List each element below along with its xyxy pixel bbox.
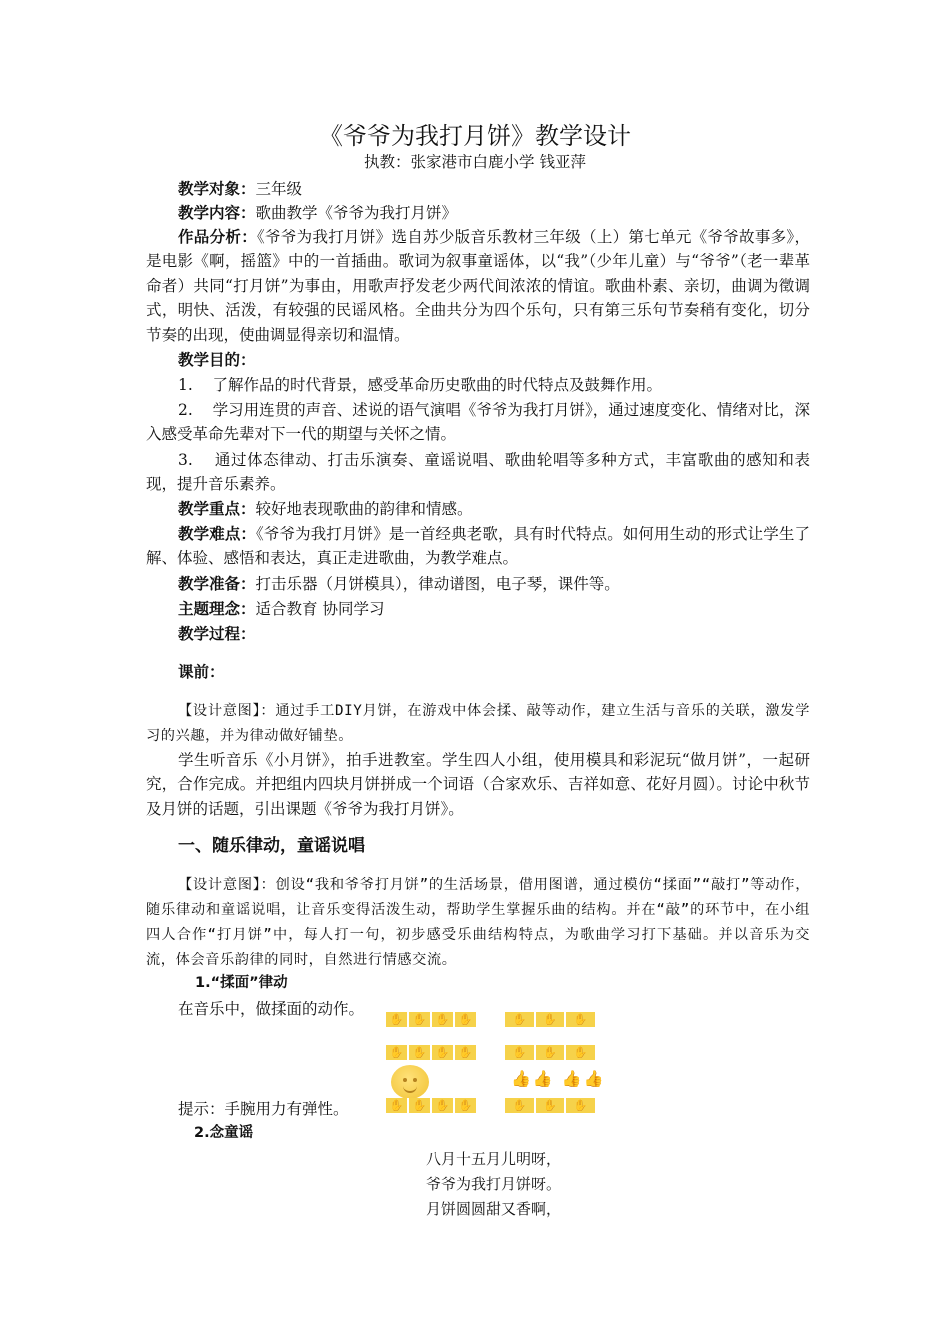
hand-icon: ✋: [505, 1045, 536, 1060]
design-intent-2: [146, 873, 810, 973]
field-label: 教学难点：: [178, 524, 257, 543]
field-label: 教学过程：: [178, 624, 256, 643]
field-value: 《爷爷为我打月饼》选自苏少版音乐教材三年级（上）第七单元《爷爷故事多》，是电影《啊，摇篮》中的一首插曲。歌词为叙事童谣体，以“我”（少年儿童）与“爷爷”（老一辈革命者）共同“打月饼”为事由，用歌声抒发老少两代间浓浓的情谊。歌曲朴素、亲切，曲调为徵调式，明快、活泼，有较强的民谣风格。全曲共分为四个乐句，只有第三乐句节奏稍有变化，切分节奏的出现，使曲调显得亲切和温情。: [146, 228, 810, 344]
field-label: 教学重点：: [178, 499, 256, 518]
section-1-title: 一、随乐律动，童谣说唱: [178, 836, 365, 856]
field-value: 歌曲教学《爷爷为我打月饼》: [255, 204, 458, 222]
field-value: 适合教育 协同学习: [255, 600, 385, 618]
hand-icon: ✋: [386, 1012, 409, 1027]
teaching-object: [146, 177, 810, 201]
field-label: 课前：: [178, 662, 225, 681]
field-label: 作品分析：: [178, 227, 257, 246]
pre-class-heading: [146, 660, 810, 684]
goal-text: 了解作品的时代背景，感受革命历史歌曲的时代特点及鼓舞作用。: [212, 376, 663, 394]
goal-number: 1.: [178, 376, 193, 394]
rhythm-hand-row: [386, 1045, 476, 1060]
teaching-difficulty: [146, 522, 810, 571]
theme-concept: [146, 597, 810, 621]
intent-text: 通过手工DIY月饼，在游戏中体会揉、敲等动作，建立生活与音乐的关联，激发学习的兴趣，并为律动做好铺垫。: [146, 703, 811, 744]
goal-number: 3.: [178, 451, 193, 469]
hand-icon: ✋: [432, 1012, 455, 1027]
poem-line: 爷爷为我打月饼呀。: [426, 1175, 562, 1193]
goal-number: 2.: [178, 401, 193, 419]
smiling-sun-icon: [391, 1065, 429, 1099]
field-label: 教学对象：: [178, 179, 256, 198]
poem-line: 八月十五月儿明呀，: [426, 1150, 562, 1168]
author-line: 执教：张家港市白鹿小学 钱亚萍: [364, 153, 586, 171]
teaching-preparation: [146, 572, 810, 596]
field-value: 打击乐器（月饼模具），律动谱图，电子琴，课件等。: [255, 575, 620, 593]
work-analysis: [146, 225, 810, 347]
thumbs-up-icon: 👍👍 👍👍: [511, 1069, 606, 1088]
subsection-1-text: 在音乐中，做揉面的动作。: [178, 1000, 365, 1018]
hand-icon: ✋: [458, 1099, 473, 1112]
field-value: 较好地表现歌曲的韵律和情感。: [255, 500, 473, 518]
hand-icon: ✋: [432, 1098, 455, 1113]
hand-icon: ✋: [386, 1045, 409, 1060]
rhythm-hand-row: [386, 1012, 476, 1027]
subsection-2-title: 2.念童谣: [194, 1125, 254, 1141]
rhythm-hand-row: [505, 1098, 595, 1113]
subsection-1-title: 1.“揉面”律动: [195, 975, 288, 991]
field-value: 《爷爷为我打月饼》是一首经典老歌，具有时代特点。如何用生动的形式让学生了解、体验、感悟和表达，真正走进歌曲，为教学难点。: [146, 525, 810, 568]
teaching-process-heading: [146, 622, 810, 646]
teaching-focus: [146, 497, 810, 521]
field-label: 教学准备：: [178, 574, 256, 593]
rhythm-hand-row: [505, 1012, 595, 1027]
hand-icon: ✋: [505, 1098, 536, 1113]
hand-icon: ✋: [536, 1012, 567, 1027]
field-label: 主题理念：: [178, 599, 256, 618]
hand-icon: ✋: [536, 1045, 567, 1060]
hand-icon: ✋: [386, 1098, 409, 1113]
pre-class-description: [146, 748, 810, 821]
intent-label: 【设计意图】：: [178, 703, 276, 719]
poem-line: 月饼圆圆甜又香啊，: [426, 1200, 562, 1218]
field-label: 教学内容：: [178, 203, 256, 222]
paragraph-text: 学生听音乐《小月饼》，拍手进教室。学生四人小组，使用模具和彩泥玩“做月饼”，一起研究，合作完成。并把组内四块月饼拼成一个词语（合家欢乐、吉祥如意、花好月圆）。讨论中秋节及月饼的话题，引出课题《爷爷为我打月饼》。: [146, 751, 810, 818]
hand-icon: ✋: [409, 1098, 432, 1113]
rhythm-hand-row: [505, 1045, 595, 1060]
goal-text: 学习用连贯的声音、述说的语气演唱《爷爷为我打月饼》，通过速度变化、情绪对比，深入感受革命先辈对下一代的期望与关怀之情。: [146, 401, 810, 444]
teaching-content: [146, 201, 810, 225]
hand-icon: ✋: [458, 1013, 473, 1026]
hand-icon: ✋: [505, 1012, 536, 1027]
hand-icon: ✋: [409, 1045, 432, 1060]
field-label: 教学目的：: [178, 350, 256, 369]
hand-icon: ✋: [458, 1046, 473, 1059]
document-title: 《爷爷为我打月饼》教学设计: [319, 122, 631, 150]
goal-item: [146, 373, 810, 397]
goals-heading: [146, 348, 810, 372]
goal-item: [146, 398, 810, 447]
hand-icon: ✋: [409, 1012, 432, 1027]
field-value: 三年级: [255, 180, 303, 198]
goal-text: 通过体态律动、打击乐演奏、童谣说唱、歌曲轮唱等多种方式，丰富歌曲的感知和表现，提升音乐素养。: [146, 451, 810, 494]
hand-icon: ✋: [536, 1098, 567, 1113]
rhythm-hand-row: [386, 1098, 476, 1113]
hand-icon: ✋: [432, 1045, 455, 1060]
intent-text: 创设“我和爷爷打月饼”的生活场景，借用图谱，通过模仿“揉面”“敲打”等动作，随乐律动和童谣说唱，让音乐变得活泼生动，帮助学生掌握乐曲的结构。并在“敲”的环节中，在小组四人合作“打月饼”中，每人打一句，初步感受乐曲结构特点，为歌曲学习打下基础。并以音乐为交流，体会音乐韵律的同时，自然进行情感交流。: [146, 877, 810, 968]
design-intent-1: [146, 699, 810, 749]
subsection-1-hint: 提示：手腕用力有弹性。: [178, 1100, 349, 1118]
hand-icon: ✋: [573, 1046, 588, 1059]
goal-item: [146, 448, 810, 497]
hand-icon: ✋: [573, 1013, 588, 1026]
intent-label: 【设计意图】：: [178, 877, 276, 893]
hand-icon: ✋: [573, 1099, 588, 1112]
